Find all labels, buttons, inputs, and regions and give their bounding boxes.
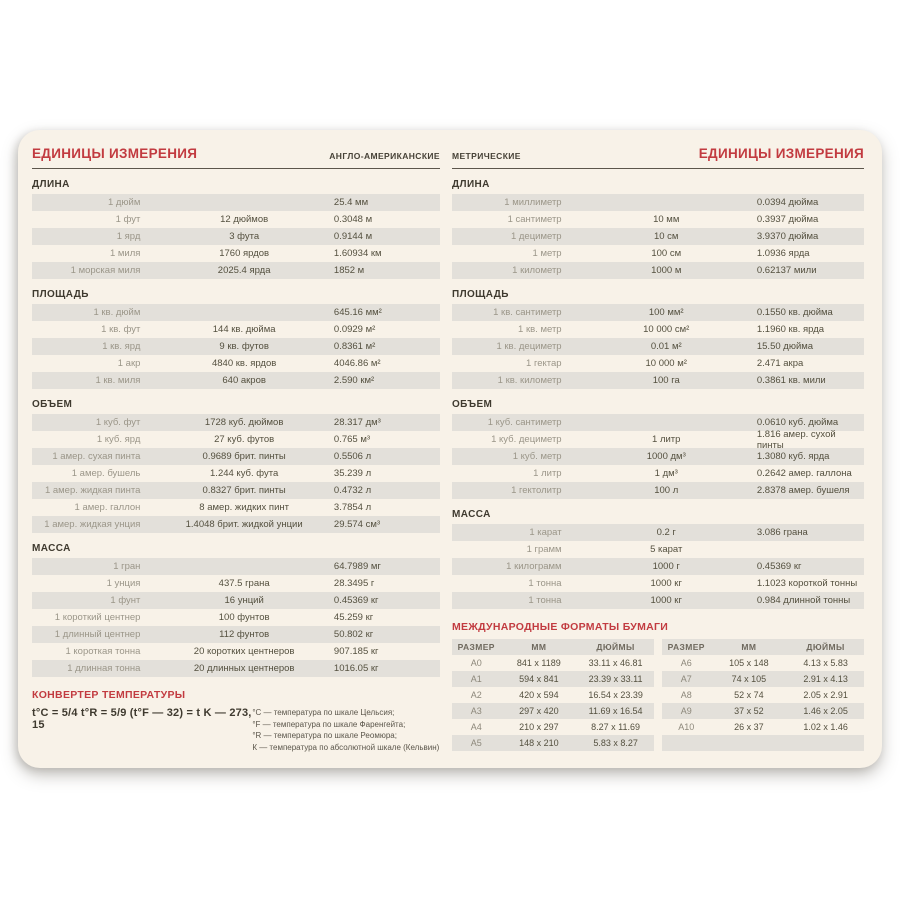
table-cell: 1 гектар	[526, 358, 562, 369]
table-cell: 16.54 x 23.39	[588, 690, 643, 700]
table-cell: 1 метр	[532, 248, 562, 259]
table-cell: 28.3495 г	[333, 578, 375, 589]
table-cell: 1 фут	[115, 214, 141, 225]
table-cell: 1 унция	[106, 578, 141, 589]
table-cell: 3.7854 л	[333, 502, 372, 513]
table-cell: 148 x 210	[519, 738, 559, 748]
table-cell: 100 га	[652, 375, 680, 386]
table-cell: 1 куб. фут	[95, 417, 141, 428]
table-cell: 12 дюймов	[220, 214, 269, 225]
temperature-formula: t°C = 5/4 t°R = 5/9 (t°F — 32) = t K — 273, 15	[32, 707, 252, 731]
table-row	[32, 245, 440, 262]
table-row	[662, 655, 864, 671]
table-cell: 0.0394 дюйма	[756, 197, 819, 208]
table-row	[32, 304, 440, 321]
table-cell: 0.9144 м	[333, 231, 373, 242]
table-cell: 50.802 кг	[333, 629, 374, 640]
table-cell: A1	[470, 674, 482, 684]
legend-line-reaumur: °R — температура по шкале Реомюра;	[252, 731, 397, 741]
table-cell: 1 куб. сантиметр	[487, 417, 562, 428]
table-cell: 37 x 52	[734, 706, 764, 716]
table-cell: 1 амер. жидкая унция	[44, 519, 141, 530]
table-cell: 28.317 дм³	[333, 417, 381, 428]
table-cell: 1 амер. жидкая пинта	[44, 485, 141, 496]
table-cell: 1.60934 км	[333, 248, 382, 259]
table-cell: 1.244 куб. фута	[210, 468, 279, 479]
table-row	[32, 228, 440, 245]
table-cell: 4046.86 м²	[333, 358, 381, 369]
table-row	[452, 671, 654, 687]
table-cell: 100 мм²	[648, 307, 684, 318]
table-cell: 23.39 x 33.11	[588, 674, 643, 684]
table-cell: 1 длинная тонна	[67, 663, 141, 674]
table-cell: 1000 кг	[650, 578, 682, 589]
table-cell: 2025.4 ярда	[217, 265, 271, 276]
section-mass-imperial	[32, 543, 440, 677]
table-cell: 3.086 грана	[756, 527, 808, 538]
table-row	[452, 304, 864, 321]
table-row	[452, 228, 864, 245]
column-header-size: РАЗМЕР	[457, 642, 495, 652]
table-cell: 0.8327 брит. пинты	[202, 485, 286, 496]
paper-rows-a6-a10	[662, 655, 864, 751]
table-cell: A5	[470, 738, 482, 748]
section-volume-imperial	[32, 399, 440, 533]
table-row	[452, 558, 864, 575]
left-column-header	[32, 146, 440, 169]
table-row	[32, 482, 440, 499]
section-heading: ДЛИНА	[452, 179, 490, 190]
table-cell: 1 куб. ярд	[96, 434, 141, 445]
table-cell: 297 x 420	[519, 706, 559, 716]
table-cell: 1.1960 кв. ярда	[756, 324, 825, 335]
table-cell: 45.259 кг	[333, 612, 374, 623]
table-cell: 1 куб. метр	[512, 451, 562, 462]
table-cell: 1 амер. бушель	[71, 468, 141, 479]
table-cell: 594 x 841	[519, 674, 559, 684]
section-heading: ДЛИНА	[32, 179, 70, 190]
table-cell: 1 ярд	[116, 231, 141, 242]
table-cell: 74 x 105	[731, 674, 767, 684]
column-header-mm: ММ	[531, 642, 547, 652]
table-cell: 1 акр	[117, 358, 141, 369]
right-column	[452, 146, 864, 756]
table-cell: 27 куб. футов	[214, 434, 275, 445]
table-row	[452, 194, 864, 211]
volume-imperial-table	[32, 414, 440, 533]
table-cell: 64.7989 мг	[333, 561, 381, 572]
table-row	[32, 211, 440, 228]
table-cell: 2.05 x 2.91	[803, 690, 848, 700]
paper-table-header	[452, 639, 654, 655]
table-cell: 20 длинных центнеров	[193, 663, 295, 674]
area-imperial-table	[32, 304, 440, 389]
table-cell: 1 кв. ярд	[102, 341, 141, 352]
section-volume-metric	[452, 399, 864, 499]
table-cell: 1728 куб. дюймов	[204, 417, 284, 428]
table-row	[452, 262, 864, 279]
table-cell: 1000 м	[651, 265, 682, 276]
table-cell: 105 x 148	[729, 658, 769, 668]
table-cell: 210 x 297	[519, 722, 559, 732]
table-row	[452, 719, 654, 735]
table-cell: A8	[680, 690, 692, 700]
table-cell: 16 унций	[224, 595, 264, 606]
table-cell: 10 000 м²	[645, 358, 687, 369]
table-row	[32, 558, 440, 575]
table-cell: 0.984 длинной тонны	[756, 595, 851, 606]
table-row	[32, 465, 440, 482]
section-heading: ОБЪЕМ	[32, 399, 73, 410]
table-cell: 11.69 x 16.54	[588, 706, 643, 716]
table-cell: 0.1550 кв. дюйма	[756, 307, 833, 318]
section-mass-metric	[452, 509, 864, 609]
table-cell: 112 фунтов	[219, 629, 270, 640]
table-cell: 0.9689 брит. пинты	[202, 451, 286, 462]
length-metric-table	[452, 194, 864, 279]
table-row	[662, 671, 864, 687]
table-cell: 26 x 37	[734, 722, 764, 732]
table-row	[452, 655, 654, 671]
table-cell: 8 амер. жидких пинт	[199, 502, 289, 513]
table-cell: 33.11 x 46.81	[588, 658, 643, 668]
table-cell: 1 сантиметр	[507, 214, 562, 225]
column-header-mm: ММ	[741, 642, 757, 652]
paper-formats-heading: МЕЖДУНАРОДНЫЕ ФОРМАТЫ БУМАГИ	[452, 621, 669, 633]
table-cell: 1016.05 кг	[333, 663, 379, 674]
paper-table-header	[662, 639, 864, 655]
table-cell: 1 короткий центнер	[54, 612, 141, 623]
table-row	[662, 687, 864, 703]
table-cell: 5.83 x 8.27	[593, 738, 638, 748]
table-row	[32, 592, 440, 609]
table-cell: 9 кв. футов	[219, 341, 269, 352]
section-heading: ПЛОЩАДЬ	[32, 289, 89, 300]
table-cell: 1 кв. метр	[518, 324, 562, 335]
table-cell: 1 литр	[652, 434, 681, 445]
left-column	[32, 146, 440, 756]
table-cell: 1 миллиметр	[504, 197, 562, 208]
page-title-left: ЕДИНИЦЫ ИЗМЕРЕНИЯ	[32, 146, 198, 161]
table-cell: 0.0610 куб. дюйма	[756, 417, 839, 428]
table-cell: 0.45369 кг	[333, 595, 379, 606]
section-area-imperial	[32, 289, 440, 389]
table-cell: 645.16 мм²	[333, 307, 382, 318]
table-cell: 3 фута	[229, 231, 260, 242]
table-cell: A3	[470, 706, 482, 716]
mass-metric-table	[452, 524, 864, 609]
table-cell: A0	[470, 658, 482, 668]
table-cell: 0.2 г	[656, 527, 676, 538]
table-cell: 20 коротких центнеров	[193, 646, 295, 657]
section-heading: ОБЪЕМ	[452, 399, 493, 410]
table-cell: 35.239 л	[333, 468, 372, 479]
table-cell: 437.5 грана	[218, 578, 270, 589]
table-cell: 1 дюйм	[107, 197, 141, 208]
table-cell: 841 x 1189	[516, 658, 561, 668]
table-cell: 5 карат	[650, 544, 683, 555]
table-cell: 640 акров	[222, 375, 266, 386]
table-cell: 1 кв. километр	[497, 375, 562, 386]
table-row	[452, 575, 864, 592]
table-cell: 1.02 x 1.46	[803, 722, 848, 732]
table-cell: 10 мм	[653, 214, 680, 225]
table-cell: 1 кв. дюйм	[93, 307, 141, 318]
column-header-inches: ДЮЙМЫ	[806, 642, 845, 652]
table-cell: 52 x 74	[734, 690, 764, 700]
table-cell: 4.13 x 5.83	[803, 658, 848, 668]
table-cell: A2	[470, 690, 482, 700]
table-row	[32, 516, 440, 533]
table-row	[662, 703, 864, 719]
table-cell: 1760 ярдов	[219, 248, 270, 259]
table-cell: 1.3080 куб. ярда	[756, 451, 830, 462]
table-cell: 1 длинный центнер	[54, 629, 141, 640]
table-cell: 1 морская миля	[70, 265, 141, 276]
table-row	[32, 499, 440, 516]
section-area-metric	[452, 289, 864, 389]
table-cell: 1 амер. сухая пинта	[52, 451, 141, 462]
table-cell: 1.1023 короткой тонны	[756, 578, 858, 589]
legend-line-fahrenheit: °F — температура по шкале Фаренгейта;	[252, 719, 406, 729]
section-heading: МАССА	[32, 543, 71, 554]
table-row	[452, 372, 864, 389]
table-cell: 1.46 x 2.05	[803, 706, 848, 716]
table-cell: 4840 кв. ярдов	[211, 358, 277, 369]
table-row	[32, 321, 440, 338]
legend-line-kelvin: К — температура по абсолютной шкале (Кельвин)	[252, 742, 440, 752]
page-title-right: ЕДИНИЦЫ ИЗМЕРЕНИЯ	[698, 146, 864, 161]
table-row	[452, 211, 864, 228]
table-cell: 0.0929 м²	[333, 324, 376, 335]
table-cell: 1 гектолитр	[511, 485, 562, 496]
table-cell: 1 кв. миля	[95, 375, 141, 386]
table-cell: 420 x 594	[519, 690, 559, 700]
table-cell: 0.3937 дюйма	[756, 214, 819, 225]
table-row	[452, 448, 864, 465]
table-cell: 1.0936 ярда	[756, 248, 810, 259]
table-cell: 2.471 акра	[756, 358, 804, 369]
table-cell: 1 километр	[512, 265, 562, 276]
table-row	[662, 735, 864, 751]
mass-imperial-table	[32, 558, 440, 677]
table-row	[452, 465, 864, 482]
table-cell: 1.4048 брит. жидкой унции	[185, 519, 303, 530]
table-cell: 25.4 мм	[333, 197, 369, 208]
table-cell: 15.50 дюйма	[756, 341, 814, 352]
table-cell: 1852 м	[333, 265, 365, 276]
table-row	[452, 687, 654, 703]
table-row	[32, 609, 440, 626]
table-cell: 1000 г	[652, 561, 680, 572]
paper-table-a6-a10	[662, 639, 864, 751]
table-row	[32, 626, 440, 643]
table-cell: 907.185 кг	[333, 646, 379, 657]
table-cell: 1 грамм	[526, 544, 562, 555]
table-row	[452, 482, 864, 499]
legend-line-celsius: °C — температура по шкале Цельсия;	[252, 708, 395, 717]
table-cell: 100 см	[651, 248, 682, 259]
table-cell: A9	[680, 706, 692, 716]
table-cell: 0.2642 амер. галлона	[756, 468, 852, 479]
paper-formats	[452, 621, 864, 751]
table-row	[32, 355, 440, 372]
table-cell: 0.765 м³	[333, 434, 371, 445]
table-cell: 0.8361 м²	[333, 341, 376, 352]
table-cell: 1000 дм³	[646, 451, 686, 462]
length-imperial-table	[32, 194, 440, 279]
temperature-heading: КОНВЕРТЕР ТЕМПЕРАТУРЫ	[32, 689, 186, 701]
table-row	[32, 414, 440, 431]
table-cell: 1 куб. дециметр	[491, 434, 562, 445]
table-cell: 1 миля	[109, 248, 141, 259]
table-row	[32, 338, 440, 355]
table-cell: 0.01 м²	[650, 341, 682, 352]
table-cell: 1 тонна	[528, 578, 562, 589]
table-cell: 0.3048 м	[333, 214, 373, 225]
left-column-subtitle: АНГЛО-АМЕРИКАНСКИЕ	[329, 151, 440, 161]
table-row	[32, 448, 440, 465]
table-cell: 29.574 см³	[333, 519, 381, 530]
table-row	[32, 431, 440, 448]
section-heading: ПЛОЩАДЬ	[452, 289, 509, 300]
table-row	[32, 575, 440, 592]
table-cell: 1 гран	[113, 561, 141, 572]
table-cell: 100 фунтов	[218, 612, 270, 623]
table-cell: 10 см	[653, 231, 679, 242]
table-row	[452, 541, 864, 558]
table-cell: 1 кв. сантиметр	[493, 307, 562, 318]
table-cell: 2.590 км²	[333, 375, 375, 386]
temperature-converter	[32, 689, 440, 753]
table-row	[32, 660, 440, 677]
table-cell: 0.5506 л	[333, 451, 372, 462]
table-row	[452, 735, 654, 751]
table-row	[452, 703, 654, 719]
table-row	[452, 355, 864, 372]
paper-table-a0-a5	[452, 639, 654, 751]
table-cell: 0.3861 кв. мили	[756, 375, 826, 386]
table-cell: 0.62137 мили	[756, 265, 817, 276]
table-cell: 144 кв. дюйма	[212, 324, 276, 335]
table-cell: A7	[680, 674, 692, 684]
table-cell: 1 дециметр	[510, 231, 562, 242]
table-row	[452, 524, 864, 541]
table-cell: 8.27 x 11.69	[591, 722, 641, 732]
table-cell: 2.8378 амер. бушеля	[756, 485, 850, 496]
table-cell: 1 амер. галлон	[74, 502, 141, 513]
paper-rows-a0-a5	[452, 655, 654, 751]
table-cell: 1 килограмм	[506, 561, 562, 572]
table-cell: 1 карат	[529, 527, 562, 538]
right-column-subtitle: МЕТРИЧЕСКИЕ	[452, 151, 521, 161]
table-cell: 1000 кг	[650, 595, 682, 606]
table-cell: A6	[680, 658, 692, 668]
table-cell: 1 короткая тонна	[65, 646, 141, 657]
area-metric-table	[452, 304, 864, 389]
table-cell: 1.816 амер. сухой пинты	[756, 428, 836, 451]
table-cell: 1 кв. фут	[101, 324, 141, 335]
table-row	[452, 338, 864, 355]
table-cell: 1 фунт	[110, 595, 141, 606]
column-header-inches: ДЮЙМЫ	[596, 642, 635, 652]
table-cell: 1 кв. дециметр	[496, 341, 562, 352]
section-length-metric	[452, 179, 864, 279]
right-column-header	[452, 146, 864, 169]
table-row	[452, 321, 864, 338]
table-cell: 100 л	[654, 485, 679, 496]
table-cell: 0.45369 кг	[756, 561, 802, 572]
table-row	[452, 592, 864, 609]
table-cell: A4	[470, 722, 482, 732]
table-cell: 1 тонна	[528, 595, 562, 606]
table-row	[32, 372, 440, 389]
table-cell: 3.9370 дюйма	[756, 231, 819, 242]
table-cell: 0.4732 л	[333, 485, 372, 496]
planner-reference-page	[18, 130, 882, 768]
table-row	[452, 428, 864, 451]
table-cell: 1 дм³	[654, 468, 678, 479]
temperature-legend	[252, 707, 440, 753]
table-cell: 1 литр	[533, 468, 562, 479]
table-row	[32, 643, 440, 660]
table-row	[662, 719, 864, 735]
table-cell: A10	[678, 722, 695, 732]
table-cell: 2.91 x 4.13	[803, 674, 848, 684]
table-cell: 10 000 см²	[643, 324, 690, 335]
column-header-size: РАЗМЕР	[667, 642, 705, 652]
volume-metric-table	[452, 414, 864, 499]
table-row	[452, 245, 864, 262]
section-heading: МАССА	[452, 509, 491, 520]
table-row	[32, 194, 440, 211]
section-length-imperial	[32, 179, 440, 279]
table-row	[32, 262, 440, 279]
